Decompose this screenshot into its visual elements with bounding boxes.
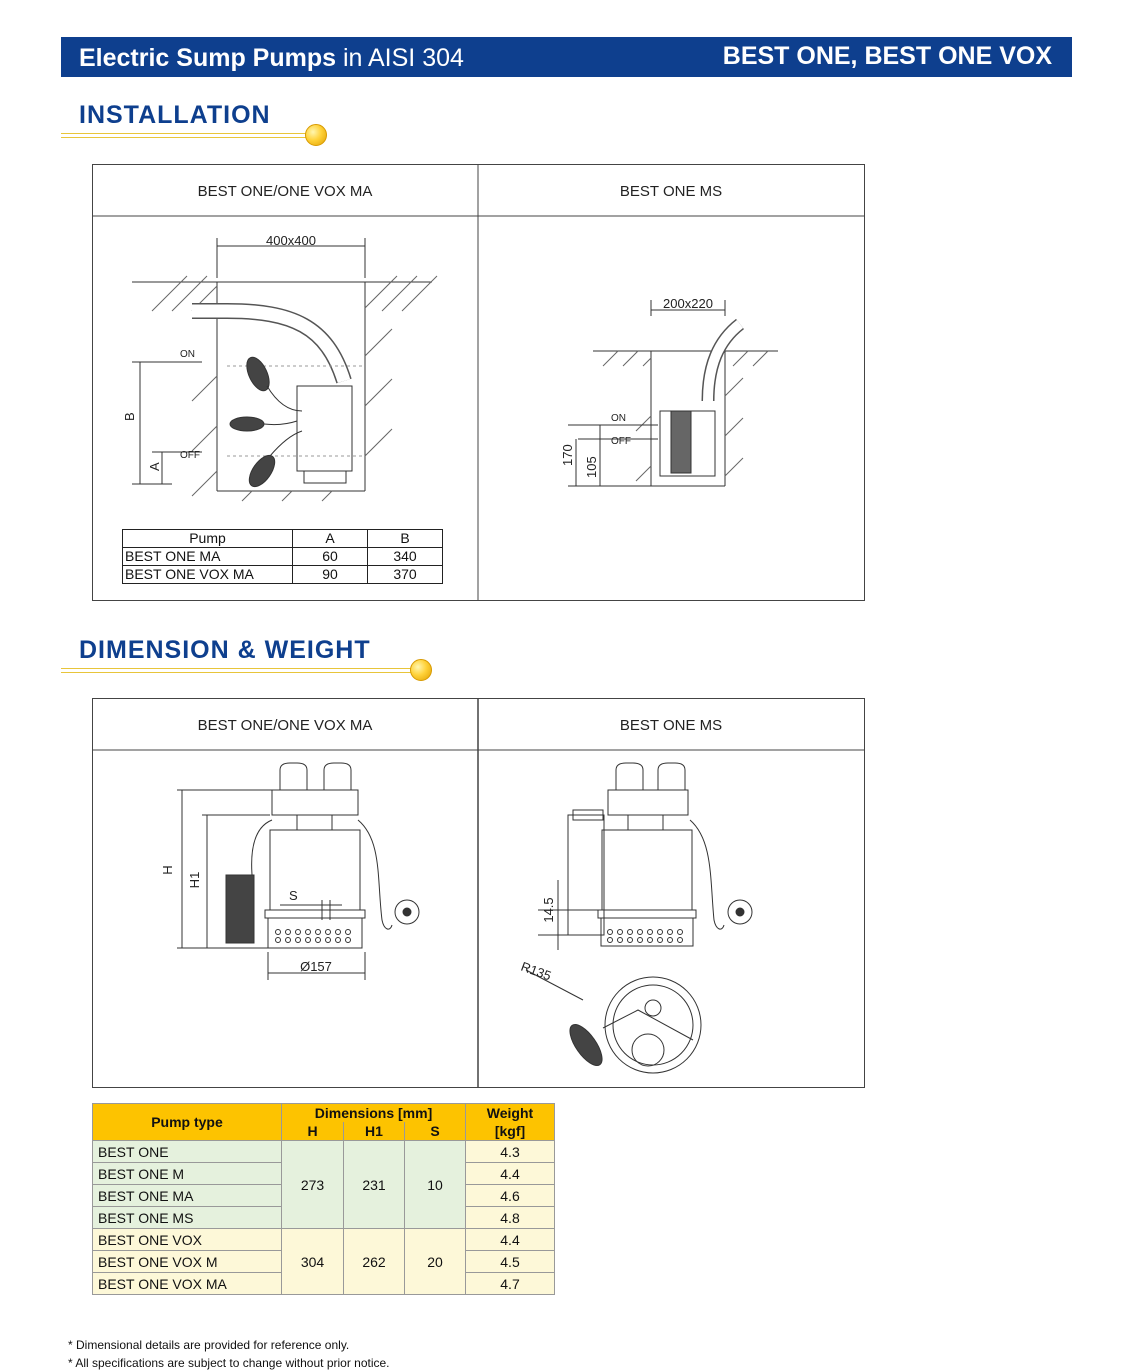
- install-right-title: BEST ONE MS: [619, 183, 723, 200]
- header-bar: [61, 37, 1072, 77]
- section-title: INSTALLATION: [79, 101, 271, 129]
- section-dimension: [61, 636, 436, 681]
- svg-text:Ø157: Ø157: [300, 959, 332, 974]
- svg-text:ON: ON: [180, 349, 195, 360]
- svg-text:OFF: OFF: [180, 450, 200, 461]
- footnotes: [68, 1336, 390, 1372]
- install-left-drawing: [92, 216, 478, 516]
- svg-text:105: 105: [584, 456, 599, 478]
- svg-text:B: B: [122, 412, 137, 421]
- dim-right-drawing: [478, 760, 864, 1080]
- section-installation: [61, 101, 331, 146]
- table-row: BEST ONE M 4.4: [93, 1163, 555, 1185]
- table-row: BEST ONE VOX M 4.5: [93, 1251, 555, 1273]
- table-row: BEST ONE VOX MA 4.7: [93, 1273, 555, 1295]
- svg-text:S: S: [289, 888, 298, 903]
- footnote: * All specifications are subject to change without prior notice.: [68, 1356, 390, 1370]
- table-row: BEST ONE VOX MA 90 370: [123, 566, 443, 584]
- install-right-dim: 200x220: [663, 296, 713, 311]
- install-left-title: BEST ONE/ONE VOX MA: [197, 183, 373, 200]
- svg-text:R135: R135: [518, 958, 554, 984]
- section-title: DIMENSION & WEIGHT: [79, 636, 371, 664]
- bullet-ball-icon: [410, 659, 432, 681]
- table-row: BEST ONE MS 4.8: [93, 1207, 555, 1229]
- dim-left-title: BEST ONE/ONE VOX MA: [197, 717, 373, 734]
- svg-text:A: A: [147, 462, 162, 471]
- dim-right-title: BEST ONE MS: [619, 717, 723, 734]
- install-right-drawing: [478, 216, 864, 516]
- svg-text:OFF: OFF: [611, 436, 631, 447]
- svg-text:H1: H1: [187, 871, 202, 889]
- installation-table: Pump A B BEST ONE MA 60 340 BEST ONE VOX MA 90 370: [122, 529, 443, 584]
- header-title: Electric Sump Pumps in AISI 304: [79, 44, 464, 72]
- table-row: BEST ONE MA 60 340: [123, 548, 443, 566]
- svg-text:170: 170: [560, 444, 575, 466]
- footnote: * Dimensional details are provided for reference only.: [68, 1338, 350, 1352]
- svg-text:14.5: 14.5: [541, 897, 556, 923]
- table-row: BEST ONE MA 4.6: [93, 1185, 555, 1207]
- weight-table: Pump type Dimensions [mm] Weight [kgf] H H1 S BEST ONE 273 231 10 4.3 BEST ONE M 4.4 BEST ONE MA 4.6 BEST ONE MS 4.8 BEST ONE VOX 304 262 20 4.4 BEST ONE VOX M 4.5 BEST ONE VOX MA 4.7: [92, 1103, 555, 1295]
- svg-text:H: H: [160, 865, 175, 875]
- table-row: BEST ONE 273 231 10 4.3: [93, 1141, 555, 1163]
- bullet-ball-icon: [305, 124, 327, 146]
- install-left-dim: 400x400: [266, 233, 316, 248]
- dim-left-drawing: [92, 760, 478, 1080]
- table-row: BEST ONE VOX 304 262 20 4.4: [93, 1229, 555, 1251]
- svg-text:ON: ON: [611, 413, 626, 424]
- header-product: BEST ONE, BEST ONE VOX: [722, 42, 1052, 70]
